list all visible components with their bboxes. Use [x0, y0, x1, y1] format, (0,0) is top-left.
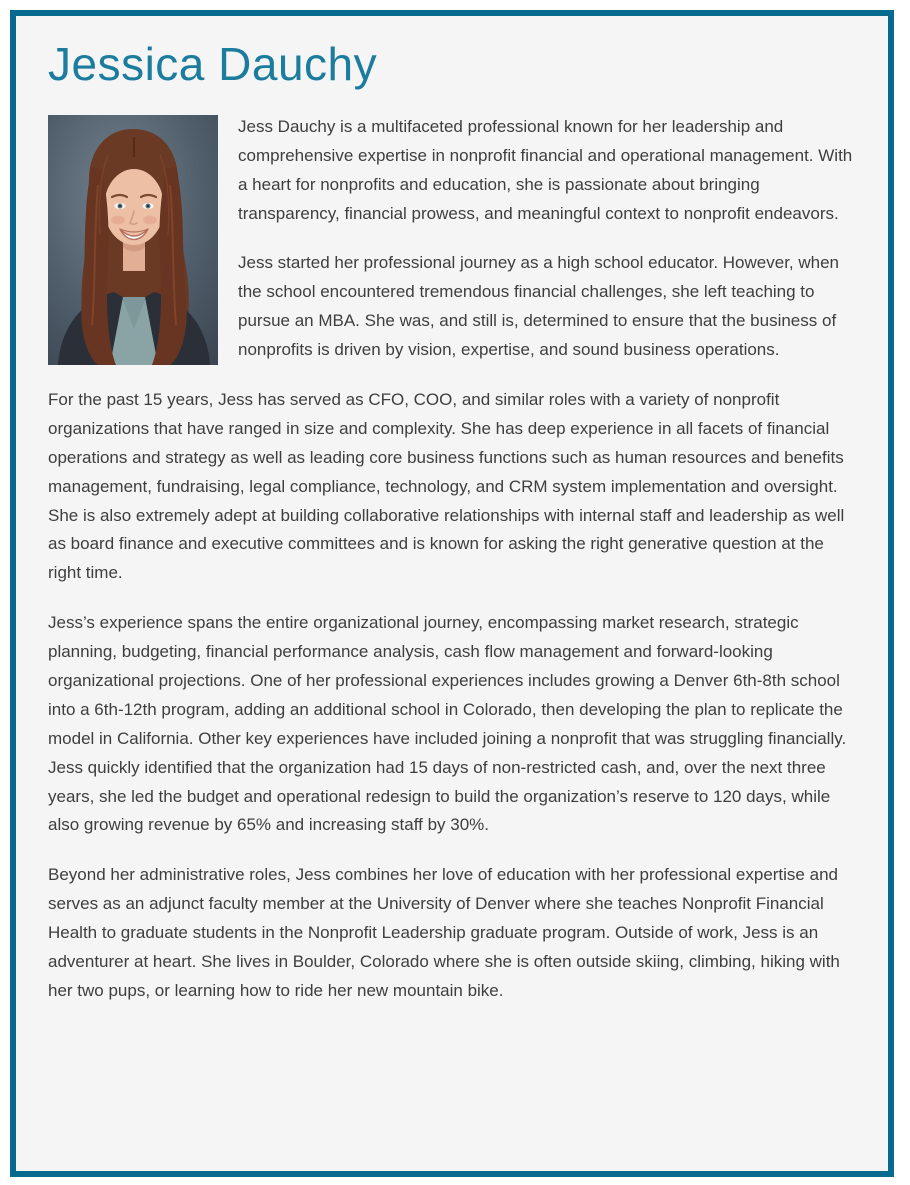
bio-paragraph-2: Jess started her professional journey as a high school educator. However, when the school encountered tremendous financial challenges, she left teaching to pursue an MBA. She was, and still is, determined to ensure that the business of nonprofits is driven by vision, expertise, and sound business operations.	[238, 253, 840, 360]
bio-page-frame	[10, 10, 894, 1177]
bio-paragraph-1: Jess Dauchy is a multifaceted professional known for her leadership and comprehensive expertise in nonprofit financial and operational management. With a heart for nonprofits and education, she is passionate about bringing transparency, financial prowess, and meaningful context to nonprofit endeavors.	[238, 116, 853, 223]
bio-body	[48, 113, 856, 1006]
page-title: Jessica Dauchy	[48, 38, 378, 90]
profile-photo	[48, 115, 218, 365]
bio-paragraph-3: For the past 15 years, Jess has served as CFO, COO, and similar roles with a variety of nonprofit organizations that have ranged in size and complexity. She has deep experience in all facets of financial operations and strategy as well as leading core business functions such as human resources and benefits management, fundraising, legal compliance, technology, and CRM system implementation and oversight. She is also extremely adept at building collaborative relationships with internal staff and leadership as well as board finance and executive committees and is known for asking the right generative question at the right time.	[48, 390, 845, 583]
bio-paragraph-4: Jess’s experience spans the entire organizational journey, encompassing market research, strategic planning, budgeting, financial performance analysis, cash flow management and forward-looking organizational projections. One of her professional experiences includes growing a Denver 6th-8th school into a 6th-12th program, adding an additional school in Colorado, then developing the plan to replicate the model in California. Other key experiences have included joining a nonprofit that was struggling financially. Jess quickly identified that the organization had 15 days of non-restricted cash, and, over the next three years, she led the budget and operational redesign to build the organization’s reserve to 120 days, while also growing revenue by 65% and increasing staff by 30%.	[48, 613, 847, 835]
bio-paragraph-5: Beyond her administrative roles, Jess combines her love of education with her professional expertise and serves as an adjunct faculty member at the University of Denver where she teaches Nonprofit Financial Health to graduate students in the Nonprofit Leadership graduate program. Outside of work, Jess is an adventurer at heart. She lives in Boulder, Colorado where she is often outside skiing, climbing, hiking with her two pups, or learning how to ride her new mountain bike.	[48, 865, 840, 1000]
headshot-image	[48, 115, 218, 365]
